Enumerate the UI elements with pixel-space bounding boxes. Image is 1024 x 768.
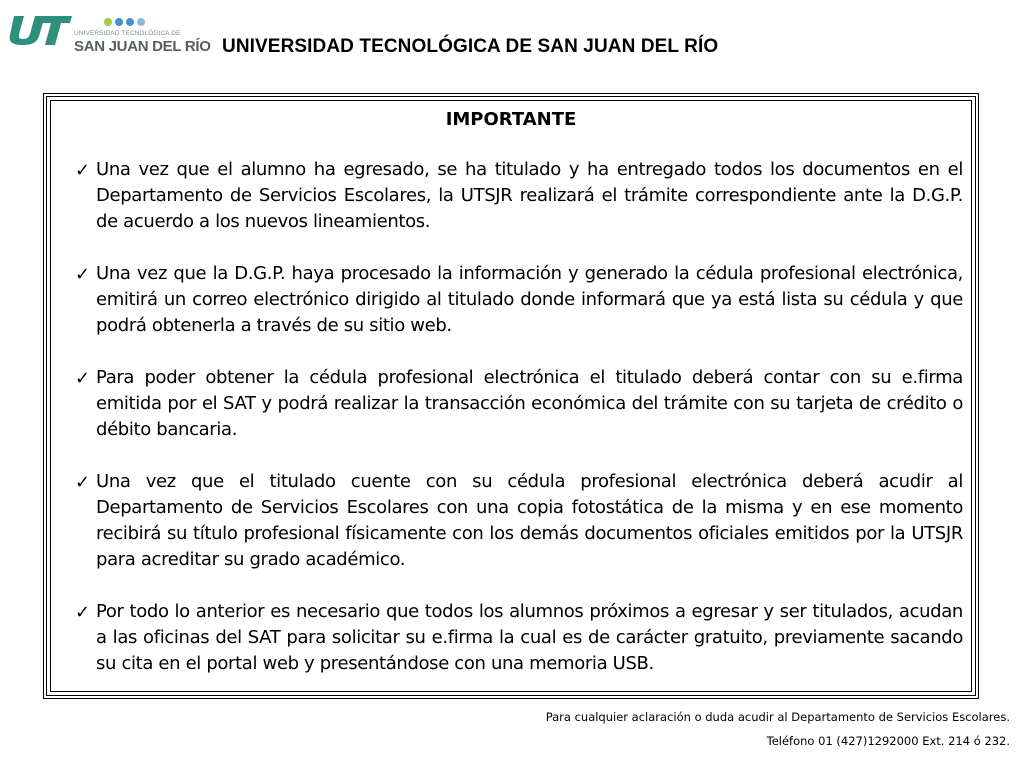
list-item-text: Para poder obtener la cédula profesional electrónica el titulado deberá contar con su e.firma emitida por el SAT y podrá realizar la transacción económica del trámite con su tarjeta de crédito o débito bancaria. <box>96 367 963 440</box>
ut-logo-mark-icon <box>8 12 72 46</box>
logo-dot <box>115 18 123 26</box>
checkmark-icon: ✓ <box>75 368 91 389</box>
checkmark-icon: ✓ <box>75 264 91 285</box>
notice-frame <box>43 93 979 699</box>
list-item <box>75 599 963 677</box>
list-item <box>75 469 963 573</box>
list-item-text: Una vez que el titulado cuente con su cédula profesional electrónica deberá acudir al Departamento de Servicios Escolares con una copia fotostática de la misma y en ese momento recibirá su título profesional físicamente con los demás documentos oficiales emitidos por la UTSJR para acreditar su grado académico. <box>96 471 963 570</box>
list-item <box>75 261 963 339</box>
university-logo <box>8 8 211 55</box>
footer-phone: Teléfono 01 (427)1292000 Ext. 214 ó 232. <box>766 734 1010 748</box>
logo-big-text: SAN JUAN DEL RÍO <box>74 38 211 55</box>
list-item <box>75 157 963 235</box>
logo-dot <box>104 18 112 26</box>
checkmark-icon: ✓ <box>75 472 91 493</box>
list-item-text: Una vez que la D.G.P. haya procesado la información y generado la cédula profesional electrónica, emitirá un correo electrónico dirigido al titulado donde informará que ya está lista su cédula y que podrá obtenerla a través de su sitio web. <box>96 263 963 336</box>
university-title: UNIVERSIDAD TECNOLÓGICA DE SAN JUAN DEL RÍO <box>222 36 719 57</box>
logo-small-text: UNIVERSIDAD TECNOLÓGICA DE <box>74 30 181 37</box>
footer-contact-note: Para cualquier aclaración o duda acudir al Departamento de Servicios Escolares. <box>545 710 1010 724</box>
logo-dot <box>137 18 145 26</box>
notice-list <box>75 157 963 703</box>
list-item <box>75 365 963 443</box>
notice-heading: IMPORTANTE <box>445 109 577 130</box>
notice-inner-border <box>50 100 972 692</box>
logo-dot <box>126 18 134 26</box>
list-item-text: Una vez que el alumno ha egresado, se ha titulado y ha entregado todos los documentos en el Departamento de Servicios Escolares, la UTSJR realizará el trámite correspondiente ante la D.G.P. de acuerdo a los nuevos lineamientos. <box>96 159 963 232</box>
checkmark-icon: ✓ <box>75 602 91 623</box>
logo-dots <box>104 18 145 26</box>
list-item-text: Por todo lo anterior es necesario que todos los alumnos próximos a egresar y ser titulados, acudan a las oficinas del SAT para solicitar su e.firma la cual es de carácter gratuito, previamente sacando su cita en el portal web y presentándose con una memoria USB. <box>96 601 963 674</box>
checkmark-icon: ✓ <box>75 160 91 181</box>
